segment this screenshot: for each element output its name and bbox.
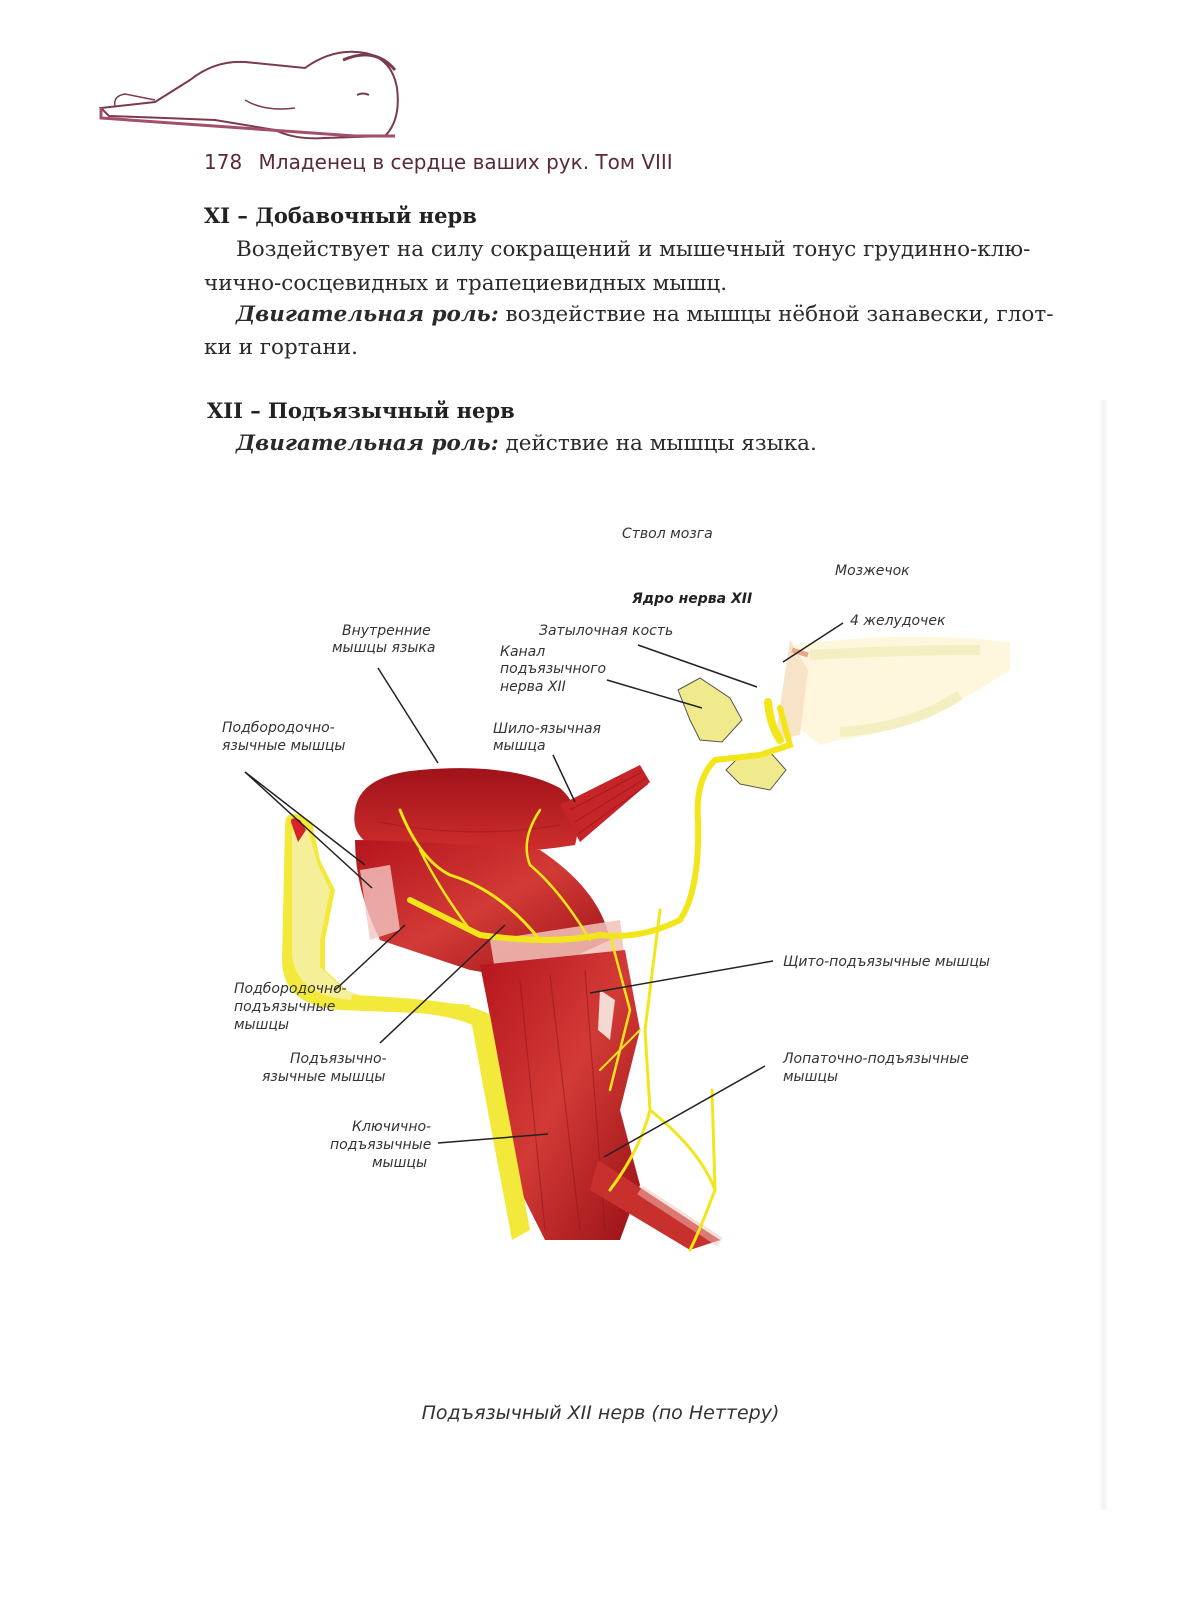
label-sternohyoid-line-2: подъязычные: [330, 1137, 432, 1153]
book-title: Младенец в сердце ваших рук. Том VIII: [258, 150, 673, 174]
label-geniohyoid-line-2: подъязычные: [234, 999, 336, 1015]
occipital-bone: [678, 678, 786, 790]
label-geniohyoid-line-3: мышцы: [234, 1017, 290, 1033]
section-xi-line-2: чично-сосцевидных и трапециевидных мышц.: [204, 271, 728, 296]
label-intrinsic-line-2: мышцы языка: [332, 640, 436, 656]
label-hyoglossus-line-2: язычные мышцы: [262, 1069, 386, 1085]
section-xi-title: XI – Добавочный нерв: [204, 203, 477, 228]
label-sternohyoid-line-1: Ключично-: [352, 1119, 432, 1135]
section-xi-motor-line-1: [236, 298, 1054, 332]
label-genioglossus-line-1: Подбородочно-: [222, 720, 335, 736]
label-hyoglossus-line-1: Подъязычно-: [290, 1051, 387, 1067]
label-brainstem: Ствол мозга: [622, 526, 713, 542]
hypoglossal-nerve-figure: [0, 470, 1201, 1290]
motor-role-text: действие на мышцы языка.: [498, 431, 817, 456]
label-canal-line-2: подъязычного: [500, 661, 607, 677]
label-styloglossus-line-2: мышца: [493, 738, 546, 754]
label-thyrohyoid: Щито-подъязычные мышцы: [783, 954, 990, 970]
tongue-muscles: [282, 765, 720, 1250]
page-number: 178: [204, 150, 243, 174]
label-geniohyoid-line-1: Подбородочно-: [234, 981, 347, 997]
motor-role-label: Двигательная роль:: [236, 431, 499, 456]
label-nucleus-xii: Ядро нерва XII: [632, 591, 753, 607]
label-occipital-bone: Затылочная кость: [539, 623, 674, 639]
figure-caption: Подъязычный XII нерв (по Неттеру): [421, 1402, 780, 1424]
label-cerebellum: Мозжечок: [835, 563, 910, 579]
section-xii-title: XII – Подъязычный нерв: [207, 398, 515, 423]
brainstem-region: [775, 637, 1010, 745]
label-intrinsic-line-1: Внутренние: [342, 623, 431, 639]
running-head: [204, 150, 673, 174]
label-sternohyoid-line-3: мышцы: [372, 1155, 428, 1171]
section-xii-motor-line: [236, 427, 817, 461]
label-canal-line-3: нерва XII: [500, 679, 566, 695]
label-genioglossus-line-2: язычные мышцы: [222, 738, 346, 754]
label-omohyoid-line-2: мышцы: [783, 1069, 839, 1085]
label-fourth-ventricle: 4 желудочек: [850, 613, 946, 629]
label-canal-line-1: Канал: [500, 644, 546, 660]
motor-role-label: Двигательная роль:: [236, 302, 499, 327]
section-xi-line-1: Воздействует на силу сокращений и мышечный тонус грудинно-клю-: [236, 237, 1031, 262]
sleeping-baby-icon: [95, 40, 415, 150]
motor-role-text: воздействие на мышцы нёбной занавески, глот-: [498, 302, 1054, 327]
label-omohyoid-line-1: Лопаточно-подъязычные: [783, 1051, 969, 1067]
section-xi-motor-line-2: ки и гортани.: [204, 335, 358, 360]
label-styloglossus-line-1: Шило-язычная: [493, 721, 601, 737]
